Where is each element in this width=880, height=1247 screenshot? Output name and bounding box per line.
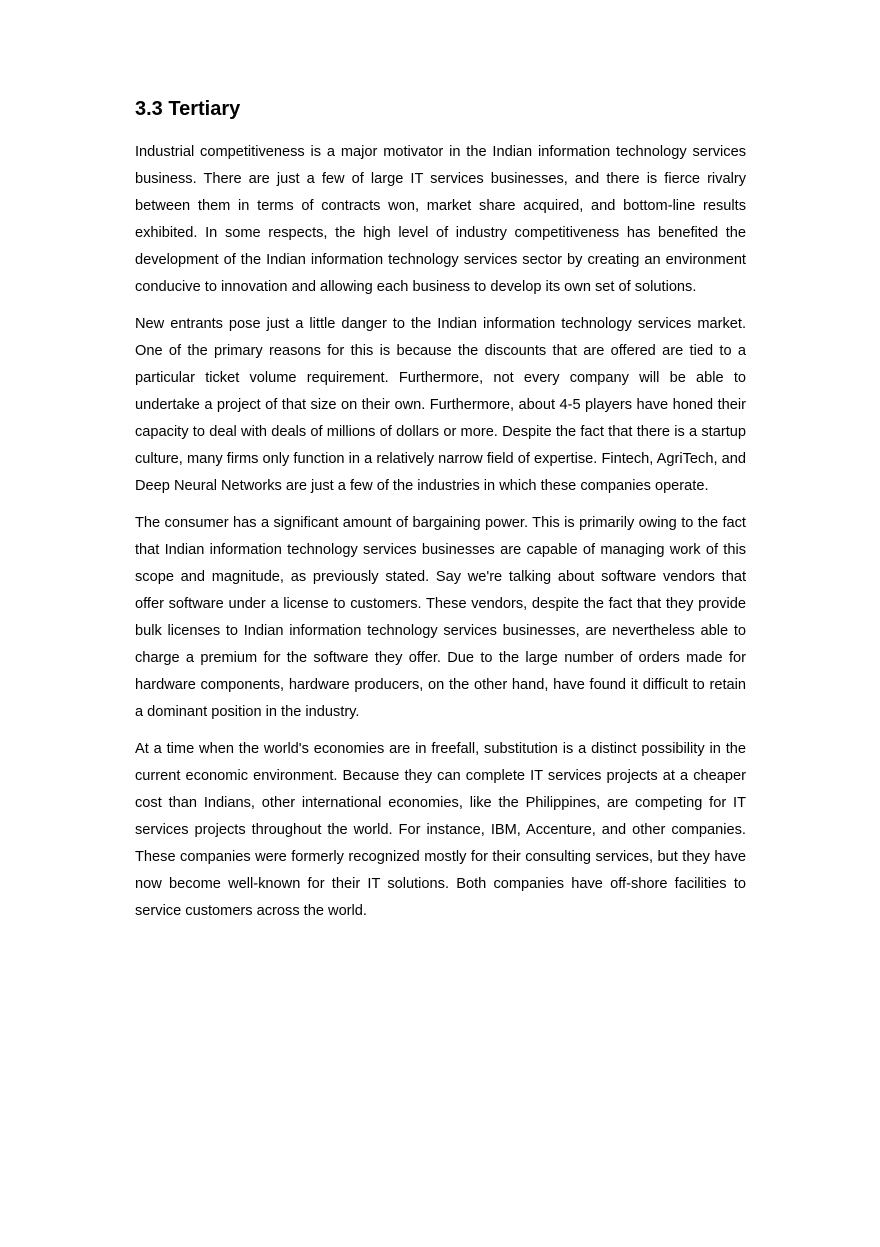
paragraph-bargaining-power: The consumer has a significant amount of bargaining power. This is primarily owing to the fact that Indian information technology services businesses are capable of managing work of this scope and magnitude, as previously stated. Say we're talking about software vendors that offer software under a license to customers. These vendors, despite the fact that they provide bulk licenses to Indian information technology services businesses, are nevertheless able to charge a premium for the software they offer. Due to the large number of orders made for hardware components, hardware producers, on the other hand, have found it difficult to retain a dominant position in the industry. <box>135 515 746 720</box>
paragraph-competitiveness: Industrial competitiveness is a major motivator in the Indian information technology services business. There are just a few of large IT services businesses, and there is fierce rivalry between them in terms of contracts won, market share acquired, and bottom-line results exhibited. In some respects, the high level of industry competitiveness has benefited the development of the Indian information technology services sector by creating an environment conducive to innovation and allowing each business to develop its own set of solutions. <box>135 144 746 295</box>
section-heading: 3.3 Tertiary <box>135 98 241 120</box>
paragraph-new-entrants: New entrants pose just a little danger to the Indian information technology services market. One of the primary reasons for this is because the discounts that are offered are tied to a particular ticket volume requirement. Furthermore, not every company will be able to undertake a project of that size on their own. Furthermore, about 4-5 players have honed their capacity to deal with deals of millions of dollars or more. Despite the fact that there is a startup culture, many firms only function in a relatively narrow field of expertise. Fintech, AgriTech, and Deep Neural Networks are just a few of the industries in which these companies operate. <box>135 316 746 494</box>
document-body <box>135 94 746 935</box>
paragraph-substitution: At a time when the world's economies are in freefall, substitution is a distinct possibility in the current economic environment. Because they can complete IT services projects at a cheaper cost than Indians, other international economies, like the Philippines, are competing for IT services projects throughout the world. For instance, IBM, Accenture, and other companies. These companies were formerly recognized mostly for their consulting services, but they have now become well-known for their IT solutions. Both companies have off-shore facilities to service customers across the world. <box>135 741 746 919</box>
